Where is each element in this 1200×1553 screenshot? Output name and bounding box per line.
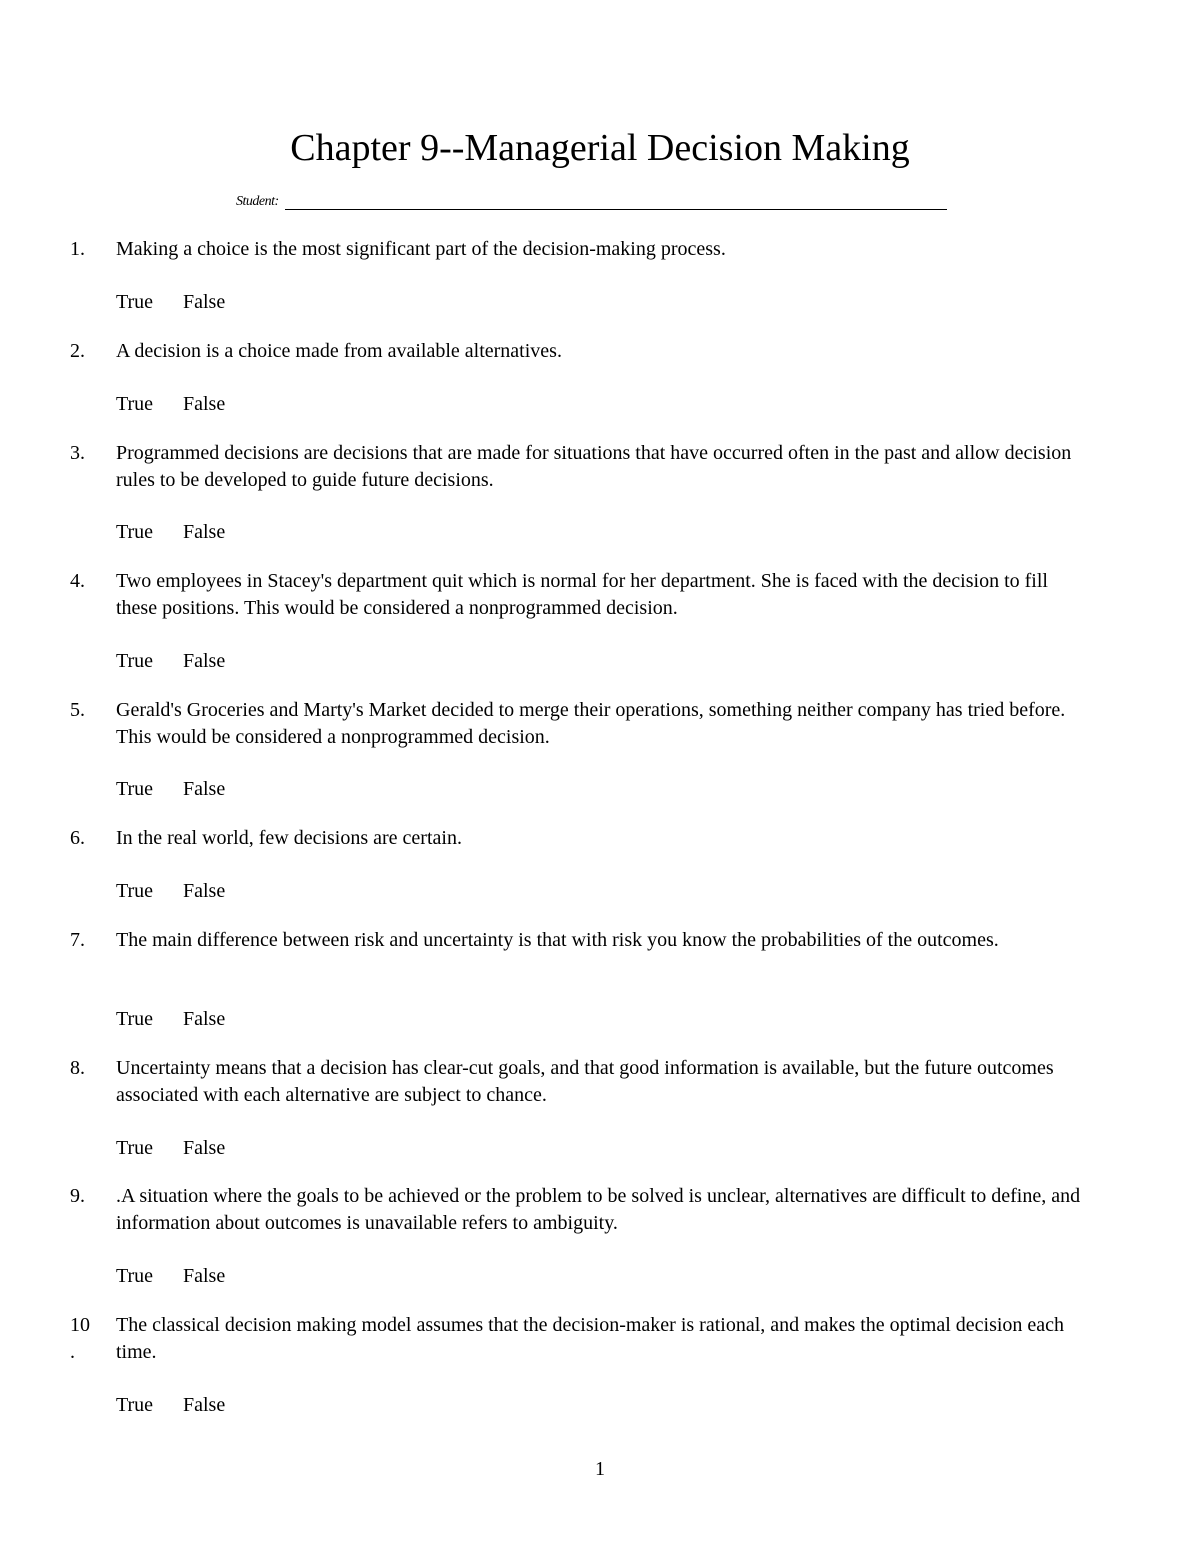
page-number: 1 xyxy=(595,1458,605,1480)
true-option[interactable]: True xyxy=(116,880,154,902)
question-text: In the real world, few decisions are certain. xyxy=(116,827,462,849)
true-false-options xyxy=(116,1263,225,1290)
question-number: 7. xyxy=(70,929,85,951)
question-number: 4. xyxy=(70,570,85,592)
true-option[interactable]: True xyxy=(116,291,154,313)
question-number: 10 . xyxy=(70,1314,90,1363)
true-false-options xyxy=(116,648,225,675)
question-number: 5. xyxy=(70,699,85,721)
false-option[interactable]: False xyxy=(183,521,226,543)
true-option[interactable]: True xyxy=(116,1137,154,1159)
true-option[interactable]: True xyxy=(116,650,154,672)
false-option[interactable]: False xyxy=(183,650,226,672)
question-text: Making a choice is the most significant part of the decision-making process. xyxy=(116,238,726,260)
true-option[interactable]: True xyxy=(116,1265,154,1287)
question-text: Uncertainty means that a decision has clear-cut goals, and that good information is available, but the future outcomes associated with each alternative are subject to chance. xyxy=(116,1057,1054,1106)
question-text: Programmed decisions are decisions that are made for situations that have occurred often in the past and allow decision rules to be developed to guide future decisions. xyxy=(116,442,1072,491)
student-blank-line xyxy=(285,193,947,210)
question-text: The main difference between risk and uncertainty is that with risk you know the probabilities of the outcomes. xyxy=(116,929,999,951)
question-number: 1. xyxy=(70,238,85,260)
student-label: Student: xyxy=(236,194,279,209)
false-option[interactable]: False xyxy=(183,1137,226,1159)
true-option[interactable]: True xyxy=(116,393,154,415)
true-false-options xyxy=(116,1392,225,1419)
question-text: .A situation where the goals to be achieved or the problem to be solved is unclear, alternatives are difficult to define, and information about outcomes is unavailable refers to ambiguity. xyxy=(116,1185,1081,1234)
true-false-options xyxy=(116,519,225,546)
false-option[interactable]: False xyxy=(183,880,226,902)
true-option[interactable]: True xyxy=(116,521,154,543)
true-option[interactable]: True xyxy=(116,1008,154,1030)
true-option[interactable]: True xyxy=(116,1394,154,1416)
true-false-options xyxy=(116,1135,225,1162)
false-option[interactable]: False xyxy=(183,778,226,800)
false-option[interactable]: False xyxy=(183,393,226,415)
true-false-options xyxy=(116,776,225,803)
question-number: 8. xyxy=(70,1057,85,1079)
question-number: 3. xyxy=(70,442,85,464)
question-text: A decision is a choice made from available alternatives. xyxy=(116,340,562,362)
true-false-options xyxy=(116,289,225,316)
question-text: Two employees in Stacey's department quit which is normal for her department. She is faced with the decision to fill these positions. This would be considered a nonprogrammed decision. xyxy=(116,570,1048,619)
false-option[interactable]: False xyxy=(183,1394,226,1416)
question-number: 2. xyxy=(70,340,85,362)
false-option[interactable]: False xyxy=(183,1265,226,1287)
page-title: Chapter 9--Managerial Decision Making xyxy=(290,127,910,169)
question-text: The classical decision making model assumes that the decision-maker is rational, and makes the optimal decision each time. xyxy=(116,1314,1065,1363)
question-text: Gerald's Groceries and Marty's Market decided to merge their operations, something neither company has tried before. This would be considered a nonprogrammed decision. xyxy=(116,699,1066,748)
true-false-options xyxy=(116,391,225,418)
true-false-options xyxy=(116,878,225,905)
true-option[interactable]: True xyxy=(116,778,154,800)
question-number: 6. xyxy=(70,827,85,849)
student-field xyxy=(236,193,947,210)
true-false-options xyxy=(116,1006,225,1033)
false-option[interactable]: False xyxy=(183,291,226,313)
false-option[interactable]: False xyxy=(183,1008,226,1030)
question-number: 9. xyxy=(70,1185,85,1207)
